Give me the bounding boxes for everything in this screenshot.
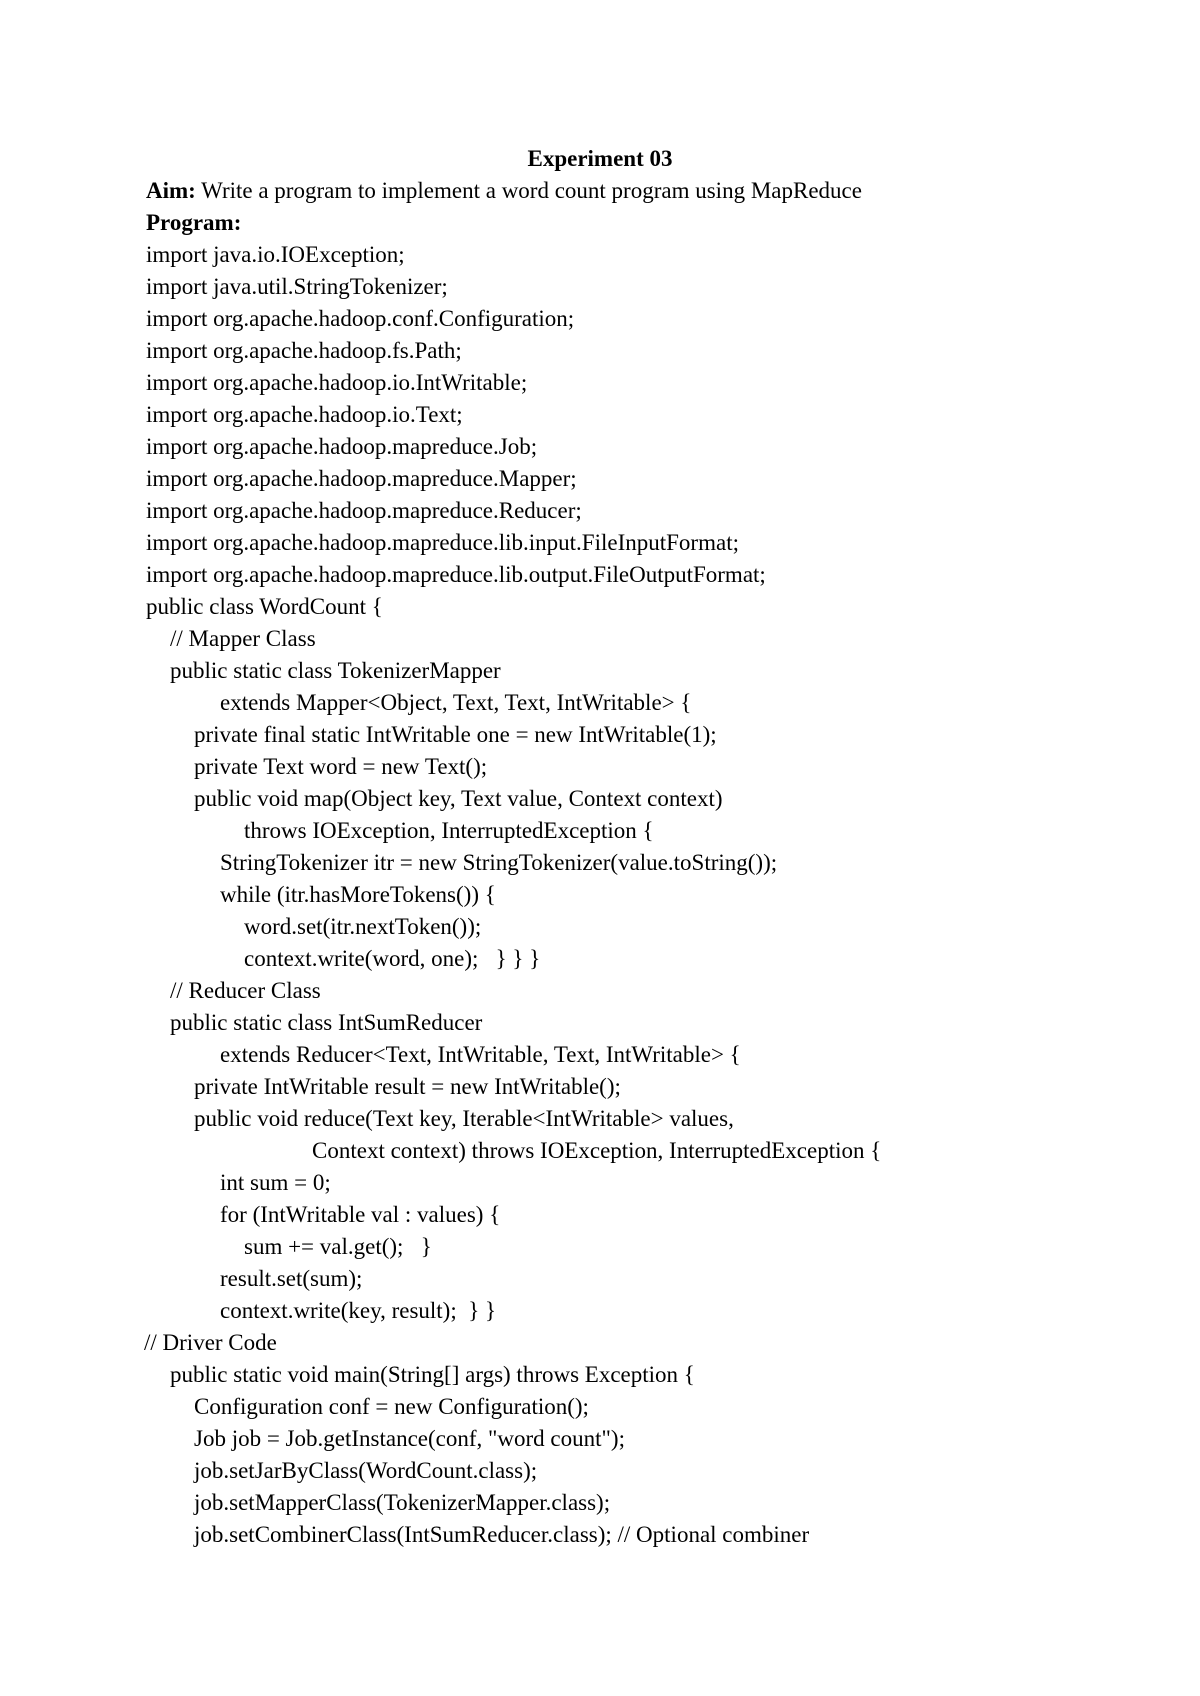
aim-line <box>146 175 1146 207</box>
code-comment: // Mapper Class <box>170 626 316 651</box>
code-line: job.setCombinerClass(IntSumReducer.class); // Optional combiner <box>194 1522 810 1547</box>
code-line: import org.apache.hadoop.conf.Configuration; <box>146 306 575 331</box>
code-line: private Text word = new Text(); <box>194 754 488 779</box>
code-line: import org.apache.hadoop.mapreduce.lib.output.FileOutputFormat; <box>146 562 766 587</box>
code-line: result.set(sum); <box>220 1266 363 1291</box>
code-line: import org.apache.hadoop.mapreduce.lib.input.FileInputFormat; <box>146 530 739 555</box>
code-line: public static class IntSumReducer <box>170 1010 483 1035</box>
code-line: sum += val.get(); } <box>244 1234 432 1259</box>
code-line: public static void main(String[] args) throws Exception { <box>170 1362 695 1387</box>
code-line: context.write(word, one); } } } <box>244 946 541 971</box>
program-label: Program: <box>146 210 242 235</box>
code-line: int sum = 0; <box>220 1170 331 1195</box>
code-line: public static class TokenizerMapper <box>170 658 501 683</box>
code-line: import org.apache.hadoop.mapreduce.Job; <box>146 434 538 459</box>
code-line: import org.apache.hadoop.io.IntWritable; <box>146 370 528 395</box>
code-line: import org.apache.hadoop.io.Text; <box>146 402 463 427</box>
code-line: while (itr.hasMoreTokens()) { <box>220 882 496 907</box>
document-body <box>146 175 1146 1551</box>
code-line: import org.apache.hadoop.mapreduce.Mapper; <box>146 466 577 491</box>
code-line: private IntWritable result = new IntWritable(); <box>194 1074 621 1099</box>
code-line: job.setMapperClass(TokenizerMapper.class); <box>194 1490 611 1515</box>
code-line: public void reduce(Text key, Iterable<IntWritable> values, <box>194 1106 734 1131</box>
code-line: private final static IntWritable one = new IntWritable(1); <box>194 722 717 747</box>
aim-label: Aim: <box>146 178 196 203</box>
code-comment: // Driver Code <box>144 1330 277 1355</box>
aim-text: Write a program to implement a word count program using MapReduce <box>195 178 862 203</box>
code-line: import java.io.IOException; <box>146 242 405 267</box>
code-line: for (IntWritable val : values) { <box>220 1202 501 1227</box>
document-title: Experiment 03 <box>527 146 673 171</box>
code-line: import org.apache.hadoop.fs.Path; <box>146 338 462 363</box>
code-line: extends Mapper<Object, Text, Text, IntWritable> { <box>220 690 692 715</box>
code-comment: // Reducer Class <box>170 978 321 1003</box>
code-line: Configuration conf = new Configuration(); <box>194 1394 589 1419</box>
code-line: public class WordCount { <box>146 594 383 619</box>
code-line: public void map(Object key, Text value, Context context) <box>194 786 723 811</box>
code-line: Job job = Job.getInstance(conf, "word count"); <box>194 1426 625 1451</box>
code-line: Context context) throws IOException, InterruptedException { <box>312 1138 882 1163</box>
program-line <box>146 207 1146 239</box>
code-line: import org.apache.hadoop.mapreduce.Reducer; <box>146 498 582 523</box>
code-line: StringTokenizer itr = new StringTokenizer(value.toString()); <box>220 850 778 875</box>
code-line: word.set(itr.nextToken()); <box>244 914 482 939</box>
code-line: extends Reducer<Text, IntWritable, Text, IntWritable> { <box>220 1042 741 1067</box>
code-line: context.write(key, result); } } <box>220 1298 497 1323</box>
code-line: job.setJarByClass(WordCount.class); <box>194 1458 538 1483</box>
code-line: import java.util.StringTokenizer; <box>146 274 448 299</box>
code-line: throws IOException, InterruptedException { <box>244 818 654 843</box>
